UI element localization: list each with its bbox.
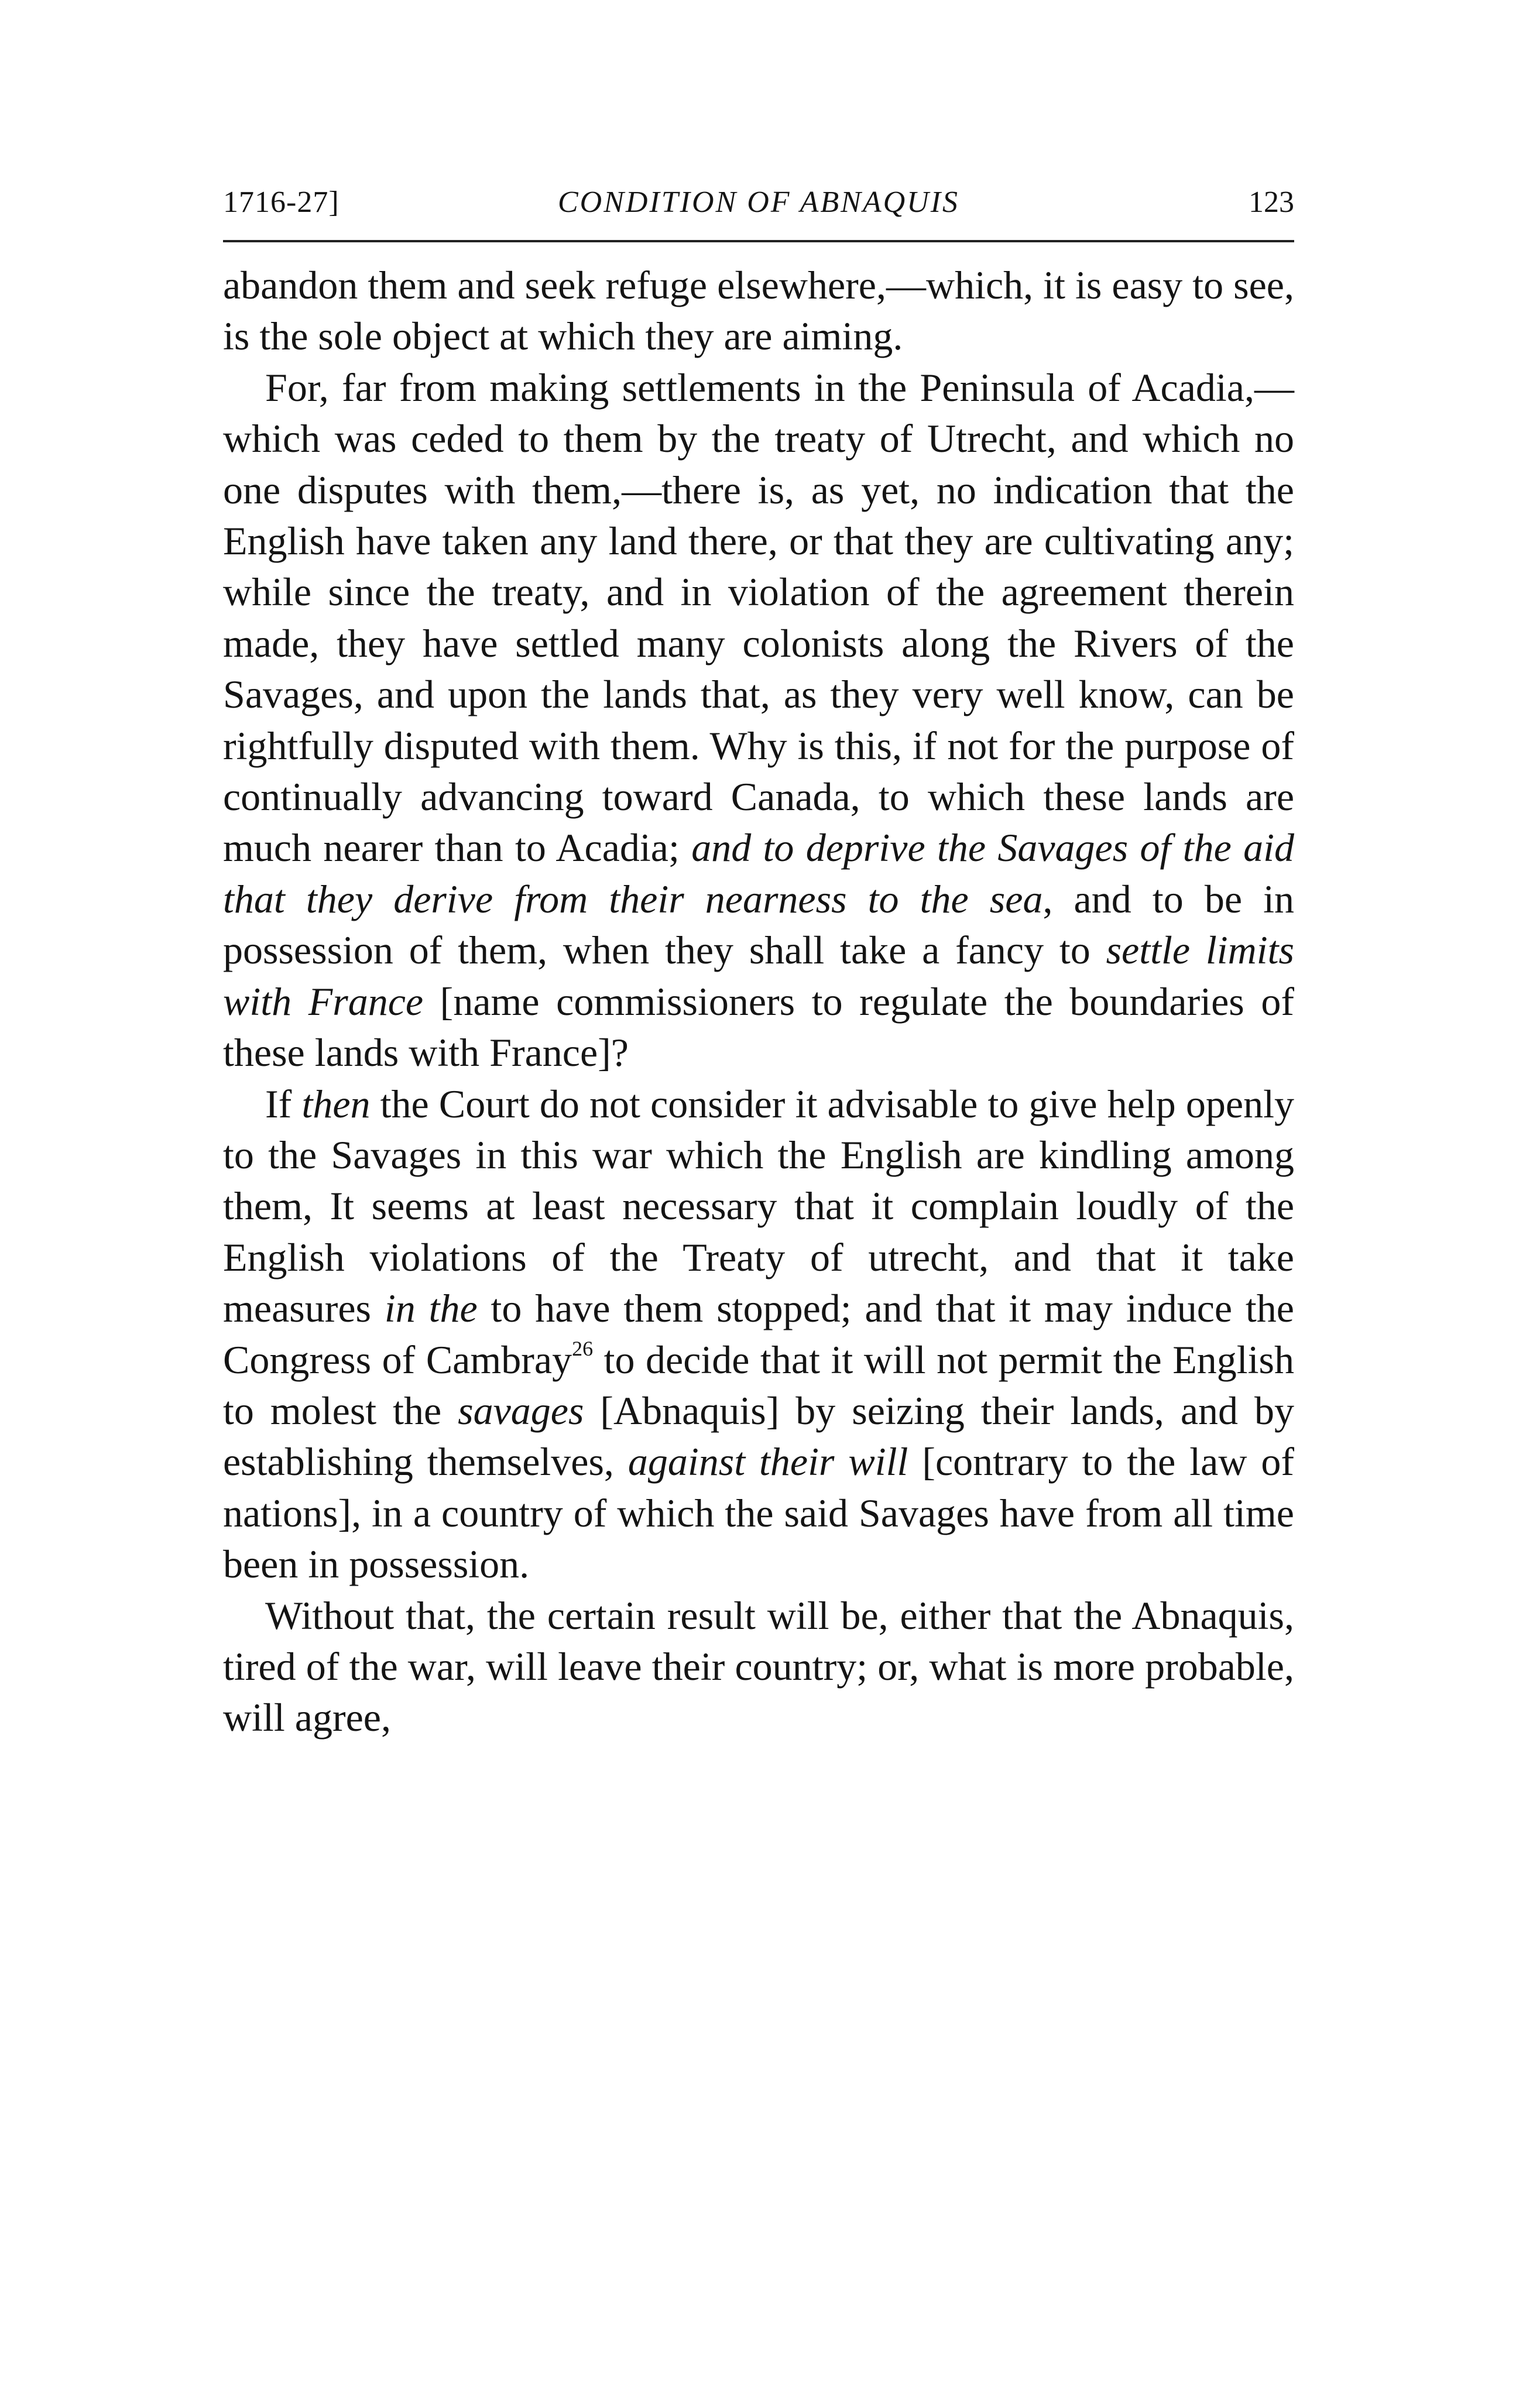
italic-text: in the [384, 1286, 478, 1331]
paragraph [223, 362, 1294, 1079]
italic-text: savages [458, 1388, 584, 1433]
text-run: For, far from making settlements in the Peninsula of Acadia,—which was ceded to them by the treaty of Utrecht, and which no one disputes with them,—there is, as yet, no indication that the English have taken any land there, or that they are cultivating any; while since the treaty, and in violation of the agreement therein made, they have settled many colonists along the Rivers of the Savages, and upon the lands that, as they very well know, can be rightfully disputed with them. Why is this, if not for the purpose of continually advancing toward Canada, to which these lands are much nearer than to Acadia; [223, 365, 1294, 870]
paragraph-continued [223, 260, 1294, 362]
text-run: [name commissioners to regulate the boundaries of these lands with France]? [223, 979, 1294, 1075]
body-text [223, 260, 1294, 1744]
text-run: [contrary to the law of nations], in a country of which the said Savages have from all time been in possession. [223, 1439, 1295, 1587]
text-run: to decide that it will not permit the English to molest the [223, 1337, 1294, 1433]
italic-text: against their will [627, 1439, 908, 1484]
text-run: , and to be in possession of them, when they shall take a fancy to [223, 876, 1294, 973]
text-run: [Abnaquis] by seizing their lands, and by establishing themselves, [223, 1388, 1294, 1484]
italic-text: and to deprive the Savages of the aid that they derive from their nearness to the sea [223, 825, 1295, 921]
page-number: 123 [1249, 186, 1294, 219]
italic-text: then [301, 1081, 371, 1126]
text-run: the Court do not consider it advisable to give help openly to the Savages in this war which the English are kindling among them, It seems at least necessary that it complain loudly of the English violations of the Treaty of utrecht, and that it take measures [223, 1081, 1294, 1331]
paragraph [223, 1590, 1294, 1744]
footnote-marker: 26 [572, 1336, 594, 1360]
date-range: 1716-27] [223, 186, 339, 219]
chapter-title: CONDITION OF ABNAQUIS [557, 186, 960, 219]
italic-text: settle limits with France [223, 928, 1294, 1024]
text-run: abandon them and seek refuge elsewhere,—which, it is easy to see, is the sole object at which they are aiming. [223, 263, 1294, 359]
header-rule [223, 240, 1294, 242]
paragraph [223, 1079, 1294, 1590]
running-head [223, 179, 1294, 226]
text-run: Without that, the certain result will be, either that the Abnaquis, tired of the war, will leave their country; or, what is more probable, will agree, [223, 1593, 1294, 1740]
text-run: to have them stopped; and that it may induce the Congress of Cambray [223, 1286, 1294, 1382]
text-run: If [265, 1081, 302, 1126]
